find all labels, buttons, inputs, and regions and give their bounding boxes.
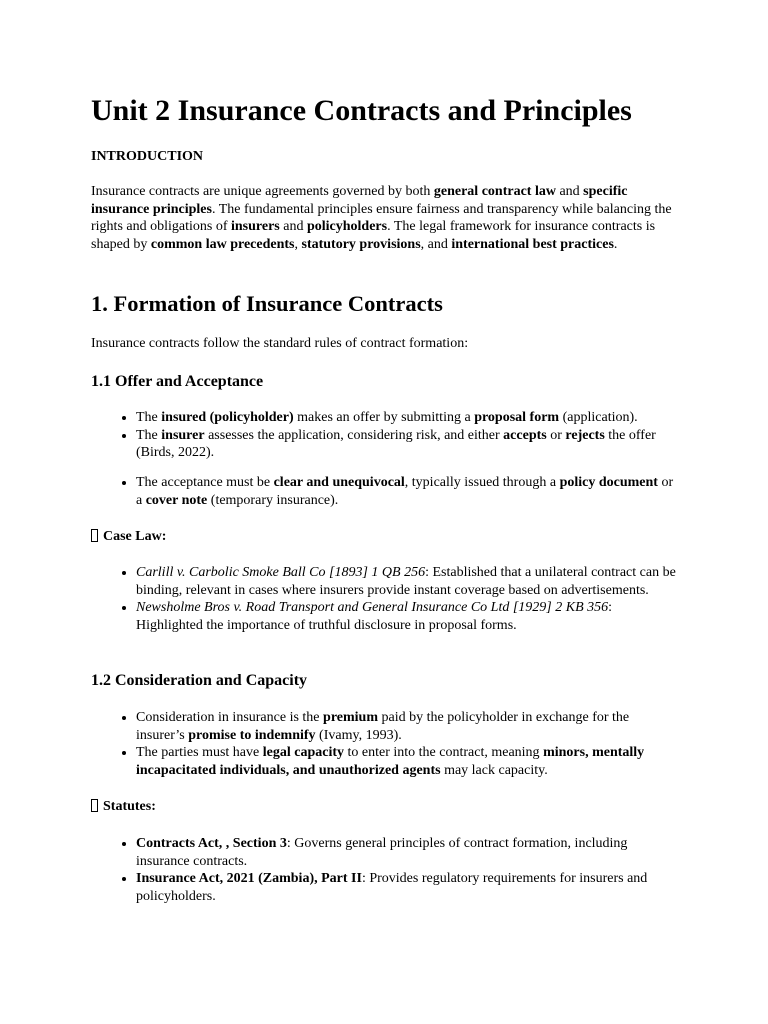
list-item: • Carlill v. Carbolic Smoke Ball Co [1893] 1 QB 256: Established that a unilateral contract can be binding, relevant in cases where insurers provide instant coverage based on advertisements. — [136, 564, 679, 599]
consideration-list — [91, 709, 679, 779]
intro-heading: INTRODUCTION — [91, 149, 204, 164]
subsection-1-2-heading: 1.2 Consideration and Capacity — [91, 672, 308, 689]
case-law-label: Case Law: — [91, 528, 679, 546]
acceptance-list — [91, 474, 679, 509]
intro-paragraph: Insurance contracts are unique agreements governed by both general contract law and specific insurance principles. The fundamental principles ensure fairness and transparency while balancing the rights and obligations of insurers and policyholders. The legal framework for insurance contracts is shaped by common law precedents, statutory provisions, and international best practices. — [91, 184, 672, 252]
list-item: • Insurance Act, 2021 (Zambia), Part II: Provides regulatory requirements for insurers and policyholders. — [136, 870, 679, 905]
offer-acceptance-list — [91, 409, 679, 462]
statutes-list — [91, 835, 679, 905]
case-law-list — [91, 564, 679, 634]
section-1-intro: Insurance contracts follow the standard rules of contract formation: — [91, 336, 469, 351]
missing-glyph-icon — [91, 799, 98, 812]
missing-glyph-icon — [91, 529, 98, 542]
list-item: • Newsholme Bros v. Road Transport and General Insurance Co Ltd [1929] 2 KB 356: Highlighted the importance of truthful disclosure in proposal forms. — [136, 599, 679, 634]
statutes-label: Statutes: — [91, 798, 679, 816]
list-item: • Contracts Act, , Section 3: Governs general principles of contract formation, including insurance contracts. — [136, 835, 679, 870]
subsection-1-1-heading: 1.1 Offer and Acceptance — [91, 373, 264, 390]
list-item: • Consideration in insurance is the premium paid by the policyholder in exchange for the insurer’s promise to indemnify (Ivamy, 1993). — [136, 709, 679, 744]
list-item: • The acceptance must be clear and unequivocal, typically issued through a policy document or a cover note (temporary insurance). — [136, 474, 679, 509]
list-item: • The parties must have legal capacity to enter into the contract, meaning minors, mentally incapacitated individuals, and unauthorized agents may lack capacity. — [136, 744, 679, 779]
list-item: • The insured (policyholder) makes an offer by submitting a proposal form (application). — [136, 409, 679, 427]
section-1-heading: 1. Formation of Insurance Contracts — [91, 291, 443, 316]
list-item: • The insurer assesses the application, considering risk, and either accepts or rejects the offer (Birds, 2022). — [136, 427, 679, 462]
page-title: Unit 2 Insurance Contracts and Principles — [91, 94, 632, 127]
